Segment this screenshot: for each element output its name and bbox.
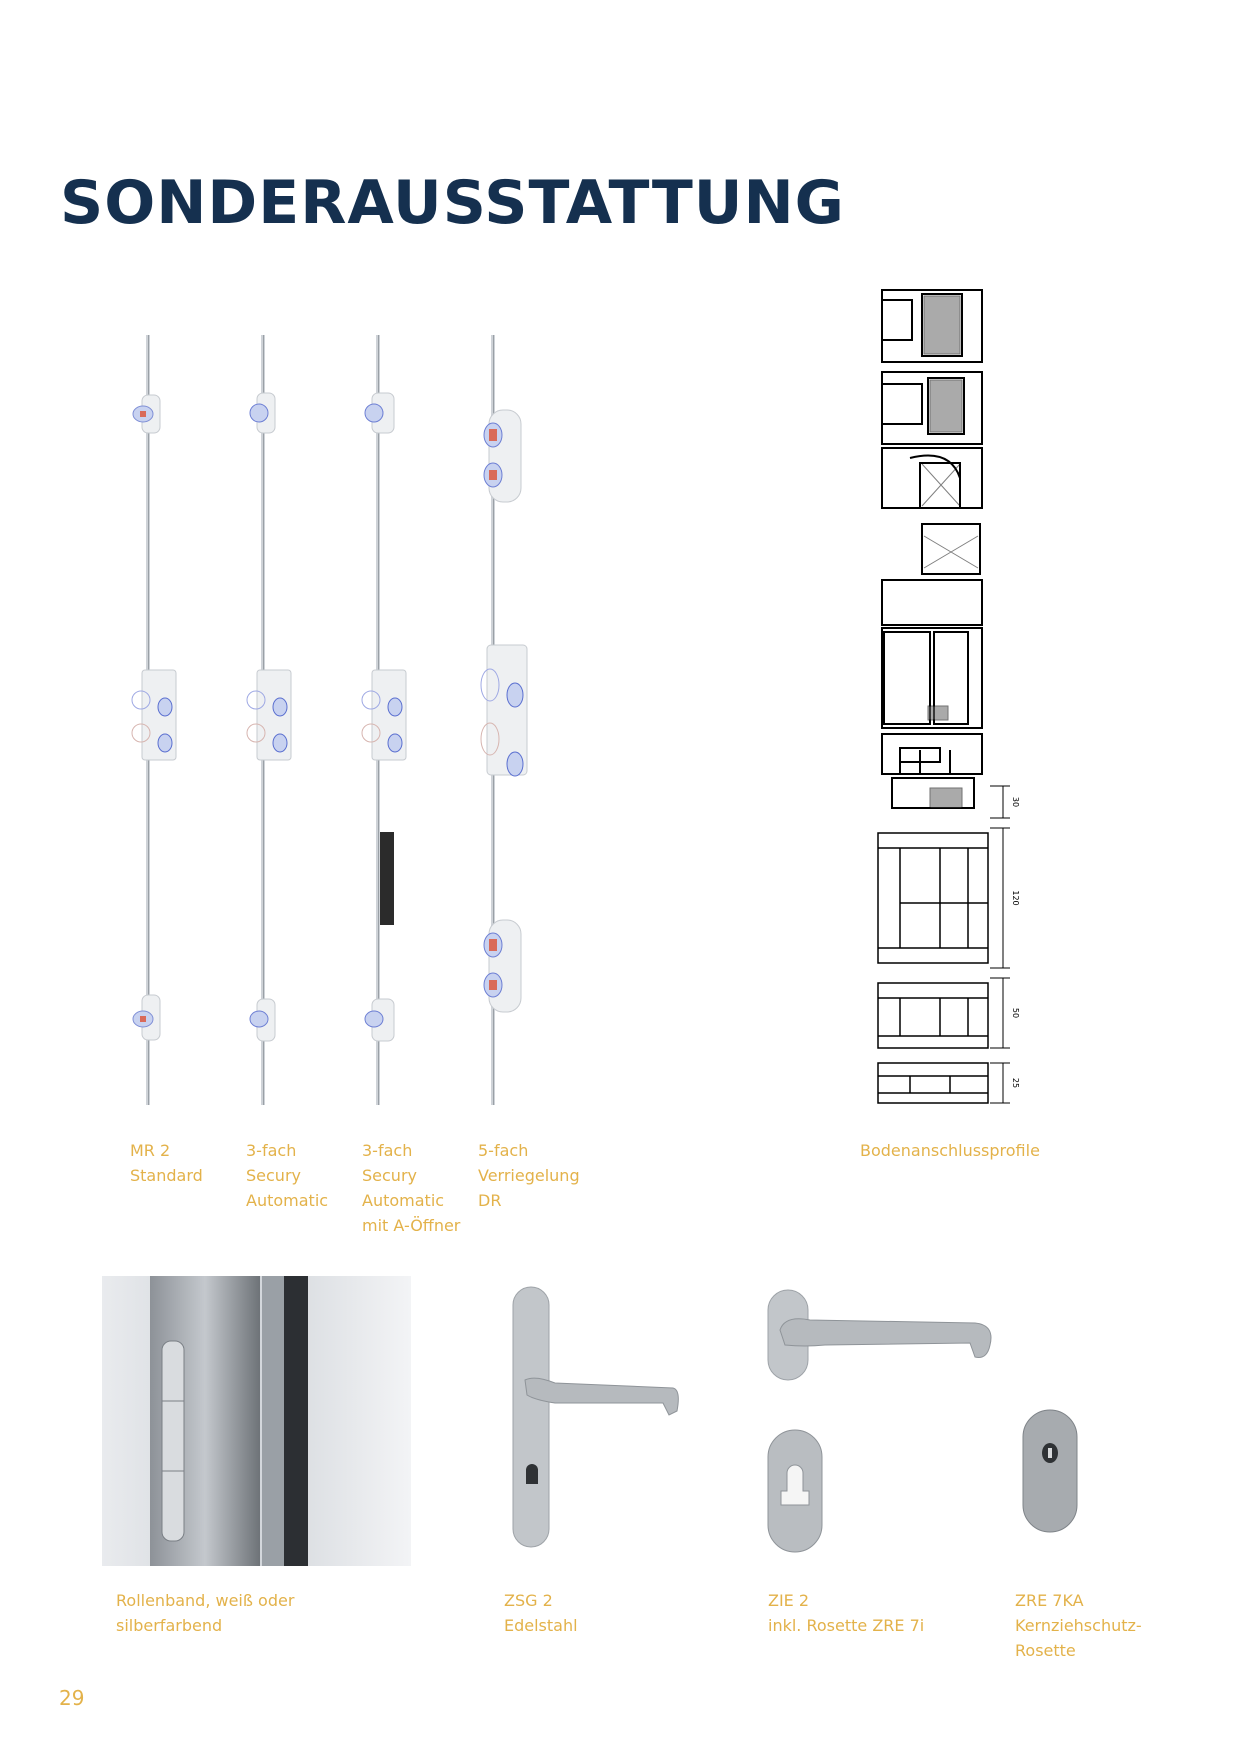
rollenband-caption <box>116 1588 294 1638</box>
dim-120-label: 120 <box>1011 890 1020 906</box>
caption-line: Rosette <box>1015 1641 1076 1660</box>
caption-line: Verriegelung <box>478 1166 580 1185</box>
caption-line: 3-fach <box>246 1141 297 1160</box>
caption-line: mit A-Öffner <box>362 1216 461 1235</box>
caption-line: inkl. Rosette ZRE 7i <box>768 1616 925 1635</box>
caption-line: ZSG 2 <box>504 1591 553 1610</box>
caption-line: Bodenanschlussprofile <box>860 1141 1040 1160</box>
lock-3fach-a-oeffner-caption <box>362 1138 460 1238</box>
caption-line: DR <box>478 1191 502 1210</box>
zre7ka-caption <box>1015 1588 1142 1663</box>
caption-line: Standard <box>130 1166 203 1185</box>
caption-line: Edelstahl <box>504 1616 578 1635</box>
caption-line: 3-fach <box>362 1141 413 1160</box>
dim-50-label: 50 <box>1011 1007 1020 1019</box>
profile-section-drawing <box>870 288 1030 1128</box>
caption-line: ZRE 7KA <box>1015 1591 1084 1610</box>
lock-3fach-secury-caption <box>246 1138 328 1213</box>
lock-mr2-image <box>120 335 180 1105</box>
caption-line: Kernziehschutz- <box>1015 1616 1142 1635</box>
rollenband-photo <box>102 1276 411 1566</box>
caption-line: 5-fach <box>478 1141 529 1160</box>
caption-line: Rollenband, weiß oder <box>116 1591 295 1610</box>
caption-line: Automatic <box>246 1191 329 1210</box>
zsg2-caption <box>504 1588 578 1638</box>
lock-mr2-caption <box>130 1138 203 1188</box>
dim-30-label: 30 <box>1011 796 1020 808</box>
zre7i-rosette-photo <box>765 1428 825 1558</box>
zie2-handle-photo <box>765 1285 1005 1445</box>
caption-line: Secury <box>362 1166 417 1185</box>
caption-line: ZIE 2 <box>768 1591 810 1610</box>
zie2-caption <box>768 1588 924 1638</box>
lock-3fach-secury-image <box>235 335 295 1105</box>
lock-5fach-dr-image <box>465 335 535 1105</box>
caption-line: MR 2 <box>130 1141 171 1160</box>
caption-line: silberfarbend <box>116 1616 223 1635</box>
caption-line: Automatic <box>362 1191 445 1210</box>
caption-line: Secury <box>246 1166 301 1185</box>
page-number: 29 <box>59 1686 85 1710</box>
zsg2-handle-photo <box>505 1285 685 1555</box>
zre7ka-rosette-photo <box>1020 1408 1080 1538</box>
dim-25-label: 25 <box>1011 1077 1020 1089</box>
page-title: SONDERAUSSTATTUNG <box>60 168 845 238</box>
lock-3fach-a-oeffner-image <box>350 335 410 1105</box>
profile-caption <box>860 1138 1040 1163</box>
lock-5fach-dr-caption <box>478 1138 580 1213</box>
